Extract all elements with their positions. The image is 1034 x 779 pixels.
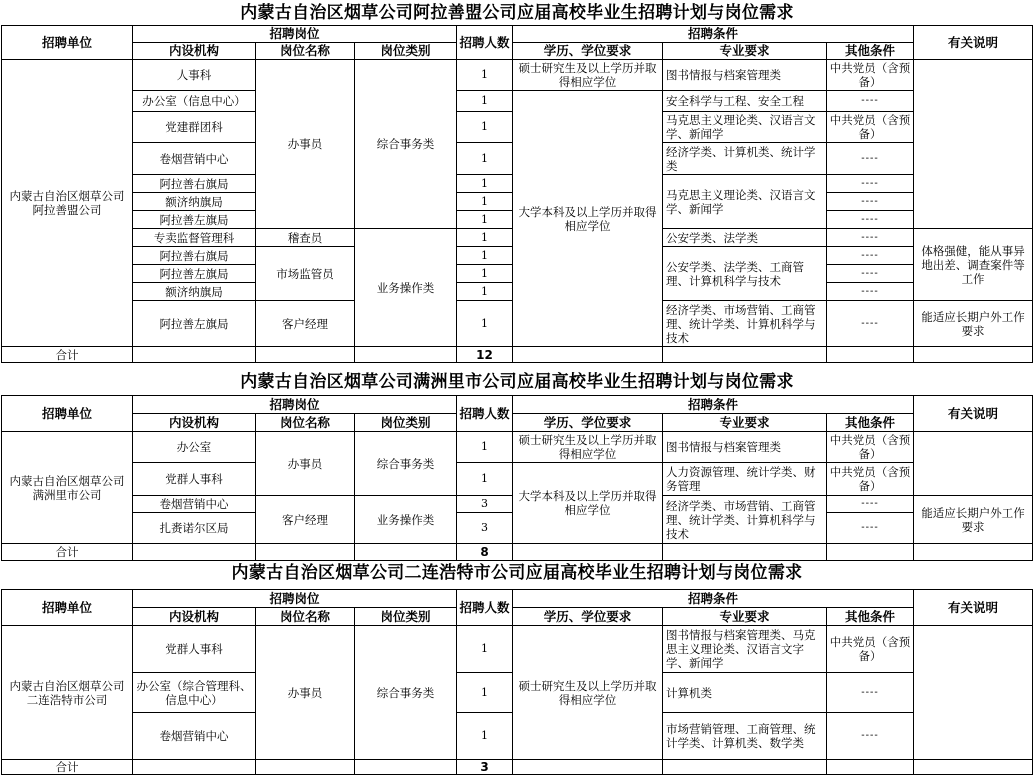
section-title-alashan: 内蒙古自治区烟草公司阿拉善盟公司应届高校毕业生招聘计划与岗位需求 xyxy=(240,3,794,23)
header-conditions: 招聘条件 xyxy=(513,26,914,43)
dept-cell: 阿拉善左旗局 xyxy=(133,301,256,347)
header-dept: 内设机构 xyxy=(133,43,256,60)
count-cell: 1 xyxy=(457,193,513,211)
dept-cell: 党群人事科 xyxy=(133,626,256,673)
header-post-type: 岗位类别 xyxy=(355,414,457,432)
header-conditions: 招聘条件 xyxy=(513,396,914,414)
recruitment-table-manzhouli xyxy=(1,395,1033,561)
header-post-type: 岗位类别 xyxy=(355,608,457,626)
total-label: 合计 xyxy=(2,760,133,775)
other-cell: 中共党员（含预备） xyxy=(827,626,914,673)
other-cell: ---- xyxy=(827,513,914,544)
count-cell: 1 xyxy=(457,713,513,760)
count-cell: 1 xyxy=(457,301,513,347)
post-type-cell: 综合事务类 xyxy=(355,432,457,496)
header-unit: 招聘单位 xyxy=(2,396,133,432)
count-cell: 1 xyxy=(457,626,513,673)
dept-cell: 党建群团科 xyxy=(133,112,256,143)
other-cell: ---- xyxy=(827,229,914,247)
section-title-manzhouli: 内蒙古自治区烟草公司满洲里市公司应届高校毕业生招聘计划与岗位需求 xyxy=(240,372,794,392)
major-cell: 图书情报与档案管理类、马克思主义理论类、汉语言文字学、新闻学 xyxy=(663,626,827,673)
count-cell: 3 xyxy=(457,513,513,544)
header-major: 专业要求 xyxy=(663,414,827,432)
total-value: 3 xyxy=(457,760,513,775)
major-cell: 马克思主义理论类、汉语言文学、新闻学 xyxy=(663,175,827,229)
dept-cell: 人事科 xyxy=(133,60,256,91)
major-cell: 马克思主义理论类、汉语言文学、新闻学 xyxy=(663,112,827,143)
header-notes: 有关说明 xyxy=(914,590,1033,626)
major-cell: 经济学类、计算机类、统计学类 xyxy=(663,143,827,175)
header-major: 专业要求 xyxy=(663,43,827,60)
major-cell: 公安学类、法学类、工商管理、计算机科学与技术 xyxy=(663,247,827,301)
major-cell: 安全科学与工程、安全工程 xyxy=(663,91,827,112)
post-name-cell: 办事员 xyxy=(256,626,355,760)
count-cell: 1 xyxy=(457,143,513,175)
header-other: 其他条件 xyxy=(827,414,914,432)
dept-cell: 卷烟营销中心 xyxy=(133,496,256,513)
count-cell: 1 xyxy=(457,211,513,229)
total-value: 12 xyxy=(457,347,513,363)
edu-cell: 硕士研究生及以上学历并取得相应学位 xyxy=(513,626,663,760)
major-cell: 人力资源管理、统计学类、财务管理 xyxy=(663,463,827,496)
post-name-cell: 客户经理 xyxy=(256,301,355,347)
dept-cell: 党群人事科 xyxy=(133,463,256,496)
major-cell: 经济学类、市场营销、工商管理、统计学类、计算机科学与技术 xyxy=(663,496,827,544)
dept-cell: 扎赉诺尔区局 xyxy=(133,513,256,544)
notes-cell-empty xyxy=(914,60,1033,229)
major-cell: 计算机类 xyxy=(663,673,827,713)
notes-cell-empty xyxy=(914,432,1033,496)
other-cell: ---- xyxy=(827,193,914,211)
header-edu: 学历、学位要求 xyxy=(513,414,663,432)
edu-cell: 硕士研究生及以上学历并取得相应学位 xyxy=(513,60,663,91)
post-name-cell: 市场监管员 xyxy=(256,247,355,301)
major-cell: 公安学类、法学类 xyxy=(663,229,827,247)
dept-cell: 额济纳旗局 xyxy=(133,283,256,301)
notes-cell: 能适应长期户外工作要求 xyxy=(914,496,1033,544)
header-position: 招聘岗位 xyxy=(133,590,457,608)
edu-cell: 大学本科及以上学历并取得相应学位 xyxy=(513,91,663,347)
dept-cell: 阿拉善左旗局 xyxy=(133,265,256,283)
count-cell: 1 xyxy=(457,247,513,265)
total-label: 合计 xyxy=(2,544,133,561)
header-count: 招聘人数 xyxy=(457,590,513,626)
dept-cell: 办公室（信息中心） xyxy=(133,91,256,112)
major-cell: 经济学类、市场营销、工商管理、统计学类、计算机科学与技术 xyxy=(663,301,827,347)
post-name-cell: 稽查员 xyxy=(256,229,355,247)
dept-cell: 办公室 xyxy=(133,432,256,463)
header-edu: 学历、学位要求 xyxy=(513,608,663,626)
post-type-cell: 综合事务类 xyxy=(355,60,457,229)
other-cell: 中共党员（含预备） xyxy=(827,112,914,143)
count-cell: 1 xyxy=(457,673,513,713)
recruitment-table-erlianhaote xyxy=(1,589,1033,775)
dept-cell: 卷烟营销中心 xyxy=(133,143,256,175)
notes-cell: 能适应长期户外工作要求 xyxy=(914,301,1033,347)
count-cell: 1 xyxy=(457,60,513,91)
other-cell: ---- xyxy=(827,175,914,193)
post-name-cell: 办事员 xyxy=(256,60,355,229)
unit-cell: 内蒙古自治区烟草公司阿拉善盟公司 xyxy=(2,60,133,347)
post-type-cell: 业务操作类 xyxy=(355,496,457,544)
other-cell: ---- xyxy=(827,91,914,112)
other-cell: ---- xyxy=(827,265,914,283)
header-other: 其他条件 xyxy=(827,43,914,60)
unit-cell: 内蒙古自治区烟草公司满洲里市公司 xyxy=(2,432,133,544)
header-post-name: 岗位名称 xyxy=(256,414,355,432)
other-cell: ---- xyxy=(827,211,914,229)
total-value: 8 xyxy=(457,544,513,561)
header-major: 专业要求 xyxy=(663,608,827,626)
other-cell: ---- xyxy=(827,143,914,175)
edu-cell: 大学本科及以上学历并取得相应学位 xyxy=(513,463,663,544)
header-other: 其他条件 xyxy=(827,608,914,626)
count-cell: 3 xyxy=(457,496,513,513)
notes-cell-empty xyxy=(914,626,1033,760)
major-cell: 市场营销管理、工商管理、统计学类、计算机类、数学类 xyxy=(663,713,827,760)
count-cell: 1 xyxy=(457,265,513,283)
major-cell: 图书情报与档案管理类 xyxy=(663,432,827,463)
count-cell: 1 xyxy=(457,432,513,463)
other-cell: 中共党员（含预备） xyxy=(827,60,914,91)
other-cell: 中共党员（含预备） xyxy=(827,432,914,463)
dept-cell: 卷烟营销中心 xyxy=(133,713,256,760)
section-title-erlianhaote: 内蒙古自治区烟草公司二连浩特市公司应届高校毕业生招聘计划与岗位需求 xyxy=(231,563,803,583)
header-count: 招聘人数 xyxy=(457,26,513,60)
post-type-cell: 业务操作类 xyxy=(355,229,457,347)
count-cell: 1 xyxy=(457,229,513,247)
header-position: 招聘岗位 xyxy=(133,26,457,43)
dept-cell: 阿拉善右旗局 xyxy=(133,175,256,193)
header-notes: 有关说明 xyxy=(914,396,1033,432)
dept-cell: 阿拉善左旗局 xyxy=(133,211,256,229)
other-cell: ---- xyxy=(827,301,914,347)
post-name-cell: 办事员 xyxy=(256,432,355,496)
header-dept: 内设机构 xyxy=(133,608,256,626)
post-type-cell: 综合事务类 xyxy=(355,626,457,760)
count-cell: 1 xyxy=(457,175,513,193)
count-cell: 1 xyxy=(457,91,513,112)
edu-cell: 硕士研究生及以上学历并取得相应学位 xyxy=(513,432,663,463)
count-cell: 1 xyxy=(457,283,513,301)
other-cell: ---- xyxy=(827,713,914,760)
dept-cell: 阿拉善右旗局 xyxy=(133,247,256,265)
header-dept: 内设机构 xyxy=(133,414,256,432)
header-post-name: 岗位名称 xyxy=(256,43,355,60)
other-cell: 中共党员（含预备） xyxy=(827,463,914,496)
header-post-type: 岗位类别 xyxy=(355,43,457,60)
total-label: 合计 xyxy=(2,347,133,363)
dept-cell: 专卖监督管理科 xyxy=(133,229,256,247)
header-edu: 学历、学位要求 xyxy=(513,43,663,60)
header-notes: 有关说明 xyxy=(914,26,1033,60)
header-post-name: 岗位名称 xyxy=(256,608,355,626)
dept-cell: 办公室（综合管理科、信息中心） xyxy=(133,673,256,713)
dept-cell: 额济纳旗局 xyxy=(133,193,256,211)
count-cell: 1 xyxy=(457,463,513,496)
header-unit: 招聘单位 xyxy=(2,590,133,626)
major-cell: 图书情报与档案管理类 xyxy=(663,60,827,91)
recruitment-table-alashan xyxy=(1,25,1033,363)
header-position: 招聘岗位 xyxy=(133,396,457,414)
header-conditions: 招聘条件 xyxy=(513,590,914,608)
notes-cell: 体格强健，能从事异地出差、调查案件等工作 xyxy=(914,229,1033,301)
other-cell: ---- xyxy=(827,496,914,513)
other-cell: ---- xyxy=(827,283,914,301)
other-cell: ---- xyxy=(827,247,914,265)
unit-cell: 内蒙古自治区烟草公司二连浩特市公司 xyxy=(2,626,133,760)
header-unit: 招聘单位 xyxy=(2,26,133,60)
count-cell: 1 xyxy=(457,112,513,143)
post-name-cell: 客户经理 xyxy=(256,496,355,544)
header-count: 招聘人数 xyxy=(457,396,513,432)
other-cell: ---- xyxy=(827,673,914,713)
